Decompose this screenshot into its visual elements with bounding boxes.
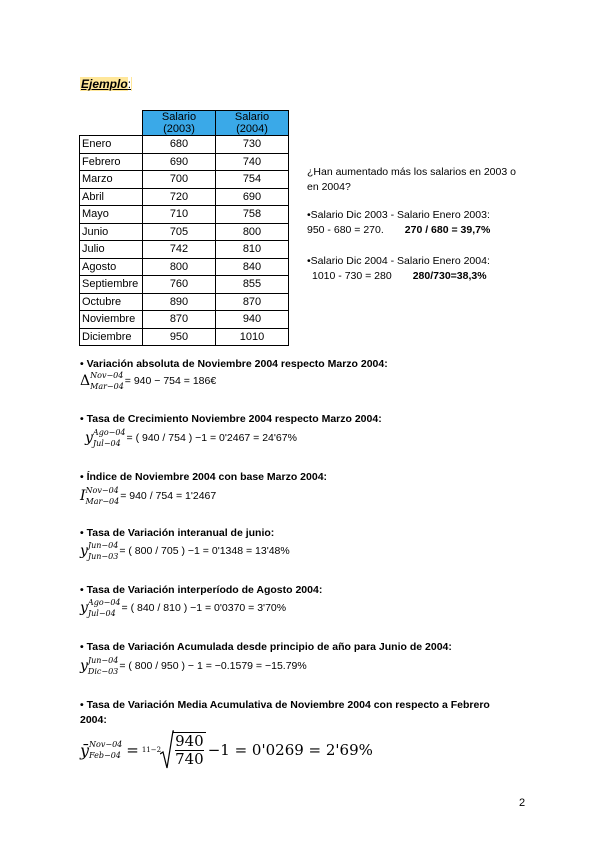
salary-2004-cell: 840	[216, 258, 289, 276]
salary-2004-cell: 754	[216, 171, 289, 189]
salary-2003-cell: 705	[143, 223, 216, 241]
section-title-acumulada: • Tasa de Variación Acumulada desde principio de año para Junio de 2004:	[80, 641, 452, 653]
table-header-row	[80, 111, 289, 136]
salary-2003-cell: 700	[143, 171, 216, 189]
salary-2004-cell: 870	[216, 293, 289, 311]
table-body	[80, 136, 289, 346]
page-number: 2	[519, 797, 526, 809]
table-row	[80, 311, 289, 329]
salary-2004-cell: 730	[216, 136, 289, 154]
salary-table	[79, 110, 289, 346]
salary-2004-cell: 940	[216, 311, 289, 329]
point-2004: •Salario Dic 2004 - Salario Enero 2004: 1010 - 730 = 280 280/730=38,3%	[307, 255, 490, 282]
table-row	[80, 153, 289, 171]
table-row	[80, 241, 289, 259]
formula-variacion-absoluta: Δ Nov−04 Mar−04 = 940 − 754 = 186€	[80, 371, 217, 391]
salary-2003-cell: 720	[143, 188, 216, 206]
section-title-variacion-absoluta: • Variación absoluta de Noviembre 2004 respecto Marzo 2004:	[80, 358, 388, 370]
salary-2003-cell: 760	[143, 276, 216, 294]
salary-2003-cell: 710	[143, 206, 216, 224]
header-2003: Salario (2003)	[143, 111, 216, 136]
section-title-interperiodo: • Tasa de Variación interperíodo de Agosto 2004:	[80, 584, 323, 596]
table-row	[80, 328, 289, 346]
formula-acumulada: y Jun−04 Dic−03 = ( 800 / 950 ) − 1 = −0.1579 = −15.79%	[80, 656, 307, 676]
table-row	[80, 188, 289, 206]
example-heading: Ejemplo:	[81, 77, 132, 91]
salary-2003-cell: 800	[143, 258, 216, 276]
salary-2004-cell: 1010	[216, 328, 289, 346]
section-title-interanual: • Tasa de Variación interanual de junio:	[80, 527, 275, 539]
fraction: 940 740	[175, 732, 204, 768]
salary-2004-cell: 740	[216, 153, 289, 171]
formula-tasa-crecimiento: y Ago−04 Jul−04 = ( 940 / 754 ) −1 = 0'2467 = 24'67%	[85, 428, 297, 448]
point-2003: •Salario Dic 2003 - Salario Enero 2003: 950 - 680 = 270. 270 / 680 = 39,7%	[307, 209, 491, 236]
formula-interperiodo: y Ago−04 Jul−04 = ( 840 / 810 ) −1 = 0'0370 = 3'70%	[80, 598, 287, 618]
month-cell: Diciembre	[80, 328, 143, 346]
formula-interanual: y Jun−04 Jun−03 = ( 800 / 705 ) −1 = 0'1348 = 13'48%	[80, 541, 290, 561]
table-row	[80, 223, 289, 241]
salary-2004-cell: 810	[216, 241, 289, 259]
salary-2003-cell: 950	[143, 328, 216, 346]
table-row	[80, 171, 289, 189]
month-cell: Febrero	[80, 153, 143, 171]
table-row	[80, 136, 289, 154]
month-cell: Enero	[80, 136, 143, 154]
month-cell: Noviembre	[80, 311, 143, 329]
formula-indice: I Nov−04 Mar−04 = 940 / 754 = 1'2467	[80, 486, 217, 506]
month-cell: Agosto	[80, 258, 143, 276]
month-cell: Marzo	[80, 171, 143, 189]
table-row	[80, 276, 289, 294]
radical-sign	[160, 730, 174, 770]
header-2004: Salario (2004)	[216, 111, 289, 136]
section-title-media-acumulativa: • Tasa de Variación Media Acumulativa de Noviembre 2004 con respecto a Febrero 2004:	[80, 699, 490, 726]
table-corner	[80, 111, 143, 136]
salary-2004-cell: 855	[216, 276, 289, 294]
salary-2004-cell: 800	[216, 223, 289, 241]
salary-2003-cell: 890	[143, 293, 216, 311]
salary-2003-cell: 742	[143, 241, 216, 259]
month-cell: Septiembre	[80, 276, 143, 294]
formula-media-acumulativa: ȳ Nov−04 Feb−04 = 11−2 940 740 −1 = 0'0269 = 2'69%	[80, 732, 373, 768]
question: ¿Han aumentado más los salarios en 2003 o en 2004?	[307, 166, 516, 193]
salary-2004-cell: 690	[216, 188, 289, 206]
month-cell: Mayo	[80, 206, 143, 224]
section-title-tasa-crecimiento: • Tasa de Crecimiento Noviembre 2004 respecto Marzo 2004:	[80, 413, 382, 425]
section-title-indice: • Índice de Noviembre 2004 con base Marzo 2004:	[80, 471, 328, 483]
table-row	[80, 293, 289, 311]
table-row	[80, 206, 289, 224]
month-cell: Abril	[80, 188, 143, 206]
month-cell: Julio	[80, 241, 143, 259]
salary-2004-cell: 758	[216, 206, 289, 224]
salary-2003-cell: 870	[143, 311, 216, 329]
month-cell: Octubre	[80, 293, 143, 311]
salary-2003-cell: 680	[143, 136, 216, 154]
salary-2003-cell: 690	[143, 153, 216, 171]
month-cell: Junio	[80, 223, 143, 241]
table-row	[80, 258, 289, 276]
